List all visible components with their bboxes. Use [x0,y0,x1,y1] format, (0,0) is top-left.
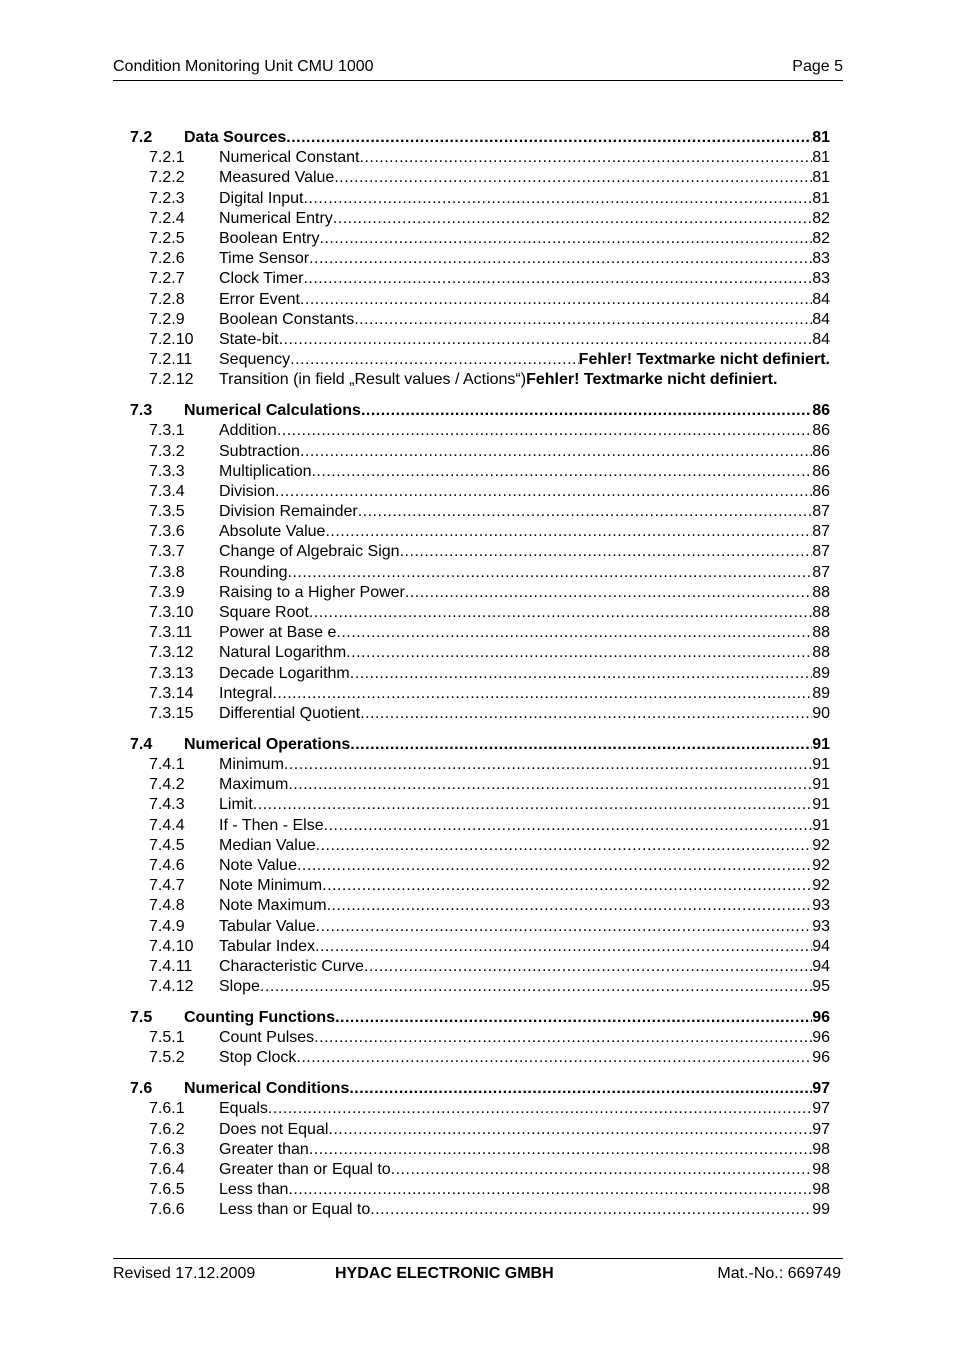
toc-leader-dots [260,977,812,997]
toc-title: Numerical Calculations [184,402,361,420]
toc-entry[interactable] [130,249,830,269]
toc-entry[interactable] [130,330,830,350]
toc-title: Boolean Constants [219,310,355,328]
toc-number: 7.4.4 [149,816,185,834]
toc-title: Measured Value [219,169,335,187]
toc-section [130,128,830,390]
toc-leader-dots [314,1028,812,1048]
toc-entry[interactable] [130,583,830,603]
toc-number: 7.6.6 [149,1201,185,1219]
toc-title: Equals [219,1100,268,1118]
toc-entry[interactable] [130,522,830,542]
toc-leader-dots [275,482,812,502]
toc-leader-dots [290,350,579,370]
toc-title: Counting Functions [184,1008,336,1026]
toc-entry[interactable] [130,148,830,168]
toc-title: Division [219,482,276,500]
toc-entry[interactable] [130,563,830,583]
toc-entry[interactable] [130,795,830,815]
toc-number: 7.3 [130,402,153,420]
toc-leader-dots [311,462,812,482]
toc-leader-dots [405,583,812,603]
toc-title: Transition (in field „Result values / Actions“) [219,371,527,389]
toc-title: Clock Timer [219,270,304,288]
toc-page: 98 [812,1160,830,1178]
toc-title: Time Sensor [219,250,310,268]
toc-entry[interactable] [130,836,830,856]
toc-number: 7.3.12 [149,644,194,662]
toc-leader-dots [315,937,812,957]
toc-title: Subtraction [219,442,300,460]
toc-number: 7.4.10 [149,937,194,955]
toc-leader-dots [322,876,812,896]
toc-leader-dots [288,563,813,583]
toc-leader-dots [334,168,812,188]
toc-page: 86 [812,402,830,420]
toc-leader-dots [320,229,813,249]
toc-entry[interactable] [130,229,830,249]
toc-entry[interactable] [130,1180,830,1200]
toc-leader-dots [400,542,813,562]
toc-title: Absolute Value [219,523,326,541]
toc-page: 96 [812,1008,830,1026]
toc-page: 89 [812,684,830,702]
toc-leader-dots [279,330,813,350]
toc-title: Greater than [219,1140,309,1158]
toc-title: Digital Input [219,189,304,207]
table-of-contents [130,128,830,1231]
toc-page: 84 [812,310,830,328]
toc-title: State-bit [219,330,279,348]
toc-page: 84 [812,290,830,308]
toc-leader-dots [364,957,812,977]
toc-number: 7.6.2 [149,1120,185,1138]
toc-number: 7.6.5 [149,1181,185,1199]
toc-leader-dots [288,775,812,795]
toc-page: 97 [812,1080,830,1098]
toc-title: Note Minimum [219,877,323,895]
toc-error-message: Fehler! Textmarke nicht definiert. [526,371,778,389]
toc-page: 81 [812,189,830,207]
toc-page: 91 [812,816,830,834]
toc-number: 7.2.10 [149,330,194,348]
toc-leader-dots [336,623,812,643]
toc-page: 91 [812,796,830,814]
toc-page: 83 [812,250,830,268]
toc-title: Note Value [219,856,297,874]
toc-leader-dots [361,401,812,421]
toc-number: 7.4.6 [149,856,185,874]
toc-page: 93 [812,897,830,915]
toc-section [130,1079,830,1220]
toc-entry[interactable] [130,442,830,462]
toc-number: 7.2.12 [149,371,194,389]
toc-number: 7.3.6 [149,523,185,541]
toc-number: 7.3.2 [149,442,185,460]
toc-title: Minimum [219,756,284,773]
toc-title: Square Root [219,604,309,621]
toc-leader-dots [370,1200,812,1220]
toc-page: 92 [812,856,830,874]
toc-page: 90 [812,704,830,722]
toc-number: 7.2.6 [149,250,185,268]
toc-number: 7.3.11 [149,624,193,642]
toc-number: 7.3.14 [149,684,194,702]
page-number: Page 5 [792,58,843,75]
toc-title: Numerical Conditions [184,1080,350,1098]
toc-leader-dots [300,442,812,462]
toc-leader-dots [272,684,812,704]
toc-entry[interactable] [130,350,830,370]
toc-title: Natural Logarithm [219,644,347,662]
toc-entry[interactable] [130,937,830,957]
toc-number: 7.4.9 [149,917,185,935]
toc-page: 98 [812,1181,830,1199]
toc-leader-dots [303,269,812,289]
toc-page: 86 [812,482,830,500]
toc-number: 7.4.2 [149,776,185,794]
page-header [113,58,843,81]
toc-number: 7.6 [130,1080,153,1098]
toc-entry[interactable] [130,603,830,623]
page-footer [113,1258,843,1289]
toc-page: 88 [812,624,830,642]
toc-page: 89 [812,664,830,682]
toc-page: 94 [812,937,830,955]
revision-date: Revised 17.12.2009 [113,1265,256,1282]
toc-leader-dots [309,249,812,269]
toc-number: 7.2.2 [149,169,185,187]
toc-section [130,401,830,724]
toc-leader-dots [288,1180,812,1200]
toc-title: Greater than or Equal to [219,1160,391,1178]
toc-section [130,1008,830,1069]
toc-leader-dots [316,836,813,856]
toc-number: 7.3.9 [149,583,185,601]
toc-number: 7.2.11 [149,351,193,369]
toc-number: 7.2.5 [149,229,185,247]
toc-leader-dots [324,816,813,836]
toc-title: Rounding [219,563,288,581]
toc-entry[interactable] [130,643,830,663]
toc-page: 83 [812,270,830,288]
toc-title: Numerical Entry [219,209,333,227]
toc-entry[interactable] [130,290,830,310]
toc-title: Multiplication [219,462,312,480]
toc-leader-dots [284,755,812,775]
toc-entry[interactable] [130,542,830,562]
toc-entry[interactable] [130,269,830,289]
toc-number: 7.6.1 [149,1100,185,1118]
toc-title: Addition [219,422,277,440]
toc-page: 82 [812,229,830,247]
toc-page: 87 [812,543,830,561]
toc-leader-dots [350,664,812,684]
toc-entry[interactable] [130,189,830,209]
toc-number: 7.4.5 [149,836,185,854]
toc-entry[interactable] [130,168,830,188]
toc-leader-dots [309,1140,812,1160]
toc-entry[interactable] [130,917,830,937]
toc-leader-dots [304,189,813,209]
toc-number: 7.2.7 [149,270,185,288]
toc-number: 7.3.13 [149,664,194,682]
toc-title: Tabular Index [219,937,316,955]
toc-number: 7.3.1 [149,422,185,440]
toc-entry[interactable] [130,977,830,997]
toc-entry[interactable] [130,623,830,643]
toc-page: 84 [812,330,830,348]
toc-entry[interactable] [130,684,830,704]
toc-number: 7.3.10 [149,604,194,621]
toc-title: Differential Quotient [219,704,361,722]
toc-leader-dots [328,1120,812,1140]
toc-number: 7.2.1 [149,149,185,167]
toc-entry[interactable] [130,775,830,795]
toc-section-entry[interactable] [130,401,830,421]
toc-page: 88 [812,583,830,601]
toc-page: 91 [812,756,830,773]
toc-number: 7.2 [130,129,153,146]
toc-section-entry[interactable] [130,1079,830,1099]
toc-page: 87 [812,523,830,541]
toc-entry[interactable] [130,310,830,330]
toc-title: Less than [219,1181,289,1199]
toc-number: 7.4.8 [149,897,185,915]
toc-title: Power at Base e [219,624,337,642]
toc-number: 7.3.5 [149,503,185,521]
toc-entry[interactable] [130,896,830,916]
material-number: Mat.-No.: 669749 [717,1265,841,1282]
toc-page: 86 [812,422,830,440]
toc-entry[interactable] [130,1120,830,1140]
toc-leader-dots [346,643,812,663]
toc-page: 98 [812,1140,830,1158]
toc-leader-dots [300,290,812,310]
toc-title: Boolean Entry [219,229,320,247]
toc-number: 7.3.7 [149,543,185,561]
toc-title: Division Remainder [219,503,358,521]
toc-leader-dots [325,522,812,542]
toc-entry[interactable] [130,502,830,522]
toc-entry[interactable] [130,482,830,502]
company-name: HYDAC ELECTRONIC GMBH [335,1265,554,1282]
toc-title: Error Event [219,290,300,308]
toc-entry[interactable] [130,462,830,482]
toc-entry[interactable] [130,370,869,390]
toc-page: 99 [812,1201,830,1219]
toc-entry[interactable] [130,876,830,896]
toc-number: 7.4.1 [149,756,185,773]
toc-entry[interactable] [130,856,830,876]
toc-leader-dots [360,704,812,724]
toc-leader-dots [277,421,812,441]
toc-leader-dots [335,1008,812,1028]
toc-title: Less than or Equal to [219,1201,371,1219]
toc-page: 88 [812,604,830,621]
toc-page: 97 [812,1100,830,1118]
toc-number: 7.4.3 [149,796,185,814]
toc-number: 7.3.8 [149,563,185,581]
toc-leader-dots [286,128,812,148]
toc-leader-dots [297,856,812,876]
toc-number: 7.5 [130,1008,153,1026]
toc-entry[interactable] [130,1048,830,1068]
toc-page: 81 [812,149,830,167]
toc-leader-dots [253,795,812,815]
toc-title: Note Maximum [219,897,327,915]
toc-page: 81 [812,169,830,187]
toc-title: Does not Equal [219,1120,329,1138]
toc-entry[interactable] [130,1140,830,1160]
toc-page: 81 [812,129,830,146]
toc-number: 7.2.4 [149,209,185,227]
toc-title: Limit [219,796,253,814]
document-title: Condition Monitoring Unit CMU 1000 [113,58,374,75]
toc-title: Raising to a Higher Power [219,583,405,601]
toc-page: 86 [812,442,830,460]
toc-page: 91 [812,776,830,794]
toc-number: 7.4.12 [149,978,194,996]
toc-page: 86 [812,462,830,480]
toc-title: Numerical Operations [184,735,351,753]
toc-entry[interactable] [130,664,830,684]
toc-section [130,735,830,997]
toc-number: 7.4.11 [149,957,193,975]
toc-number: 7.6.3 [149,1140,185,1158]
toc-number: 7.4 [130,735,153,753]
toc-entry[interactable] [130,1028,830,1048]
toc-title: Data Sources [184,129,287,146]
toc-leader-dots [296,1048,812,1068]
toc-leader-dots [316,917,813,937]
toc-number: 7.3.3 [149,462,185,480]
toc-page: 95 [812,978,830,996]
toc-entry[interactable] [130,816,830,836]
toc-entry[interactable] [130,1200,830,1220]
toc-leader-dots [268,1099,812,1119]
toc-title: Maximum [219,776,289,794]
toc-page: 92 [812,877,830,895]
toc-page: 88 [812,644,830,662]
toc-title: Median Value [219,836,316,854]
toc-section-entry[interactable] [130,1008,830,1028]
toc-leader-dots [333,209,812,229]
toc-entry[interactable] [130,755,830,775]
toc-page: 92 [812,836,830,854]
toc-title: Slope [219,978,260,996]
toc-number: 7.3.15 [149,704,194,722]
toc-number: 7.2.9 [149,310,185,328]
toc-leader-dots [360,148,813,168]
toc-leader-dots [309,603,812,623]
toc-page: 97 [812,1120,830,1138]
toc-page: 82 [812,209,830,227]
toc-title: Sequency [219,351,291,369]
toc-entry[interactable] [130,209,830,229]
toc-error-message: Fehler! Textmarke nicht definiert. [578,351,830,369]
toc-title: Numerical Constant [219,149,360,167]
toc-page: 87 [812,563,830,581]
toc-leader-dots [354,310,812,330]
toc-title: Characteristic Curve [219,957,364,975]
toc-page: 87 [812,503,830,521]
toc-number: 7.4.7 [149,877,185,895]
toc-entry[interactable] [130,1160,830,1180]
toc-number: 7.5.2 [149,1049,185,1067]
toc-number: 7.3.4 [149,482,185,500]
toc-page: 93 [812,917,830,935]
toc-page: 94 [812,957,830,975]
toc-number: 7.2.8 [149,290,185,308]
toc-number: 7.6.4 [149,1160,185,1178]
toc-leader-dots [349,1079,812,1099]
toc-number: 7.5.1 [149,1029,185,1047]
toc-entry[interactable] [130,1099,830,1119]
toc-leader-dots [350,735,812,755]
toc-page: 91 [812,735,830,753]
toc-leader-dots [358,502,812,522]
toc-leader-dots [327,896,813,916]
toc-title: Tabular Value [219,917,316,935]
toc-title: Count Pulses [219,1029,315,1047]
toc-leader-dots [391,1160,813,1180]
toc-title: Change of Algebraic Sign [219,543,400,561]
toc-number: 7.2.3 [149,189,185,207]
toc-title: Decade Logarithm [219,664,350,682]
toc-title: Integral [219,684,273,702]
toc-entry[interactable] [130,421,830,441]
toc-section-entry[interactable] [130,735,830,755]
toc-section-entry[interactable] [130,128,830,148]
toc-page: 96 [812,1029,830,1047]
toc-title: If - Then - Else [219,816,324,834]
toc-entry[interactable] [130,704,830,724]
toc-page: 96 [812,1049,830,1067]
toc-title: Stop Clock [219,1049,297,1067]
toc-entry[interactable] [130,957,830,977]
